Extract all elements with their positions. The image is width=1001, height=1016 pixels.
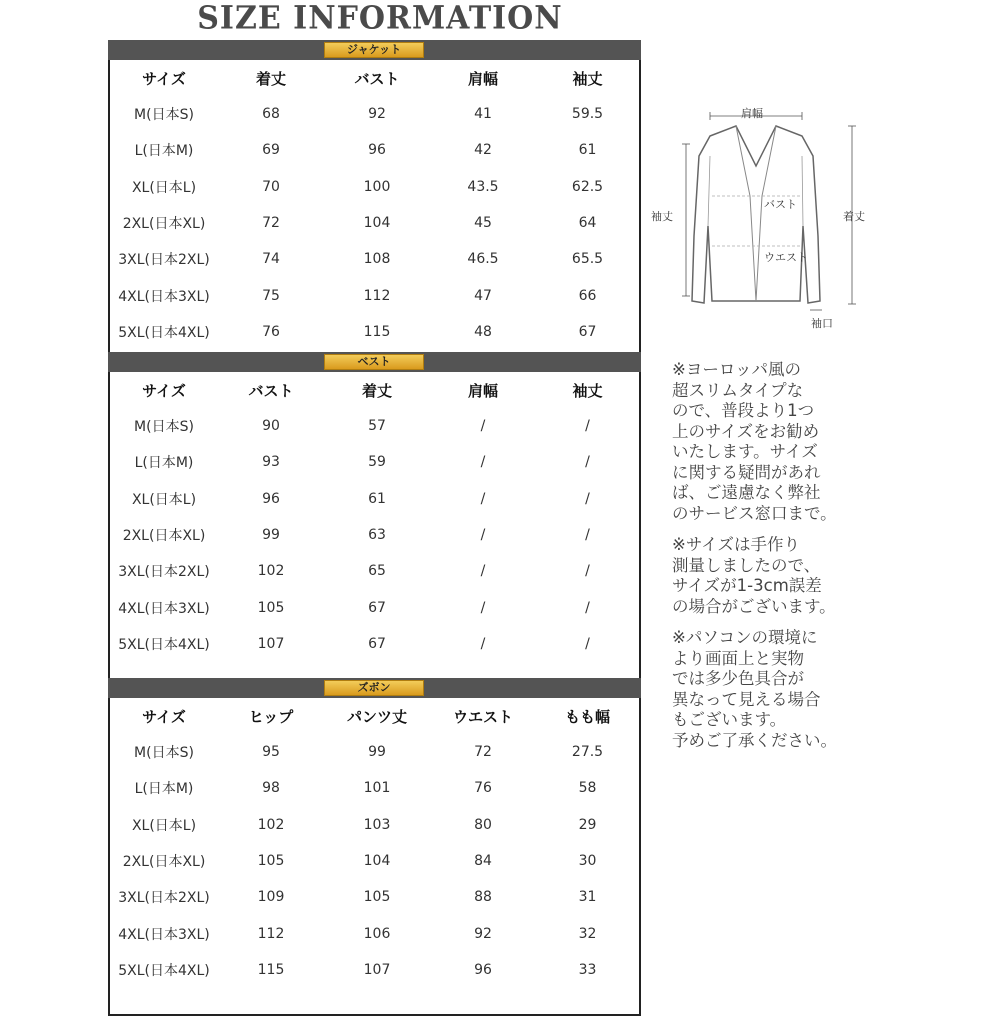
shoulder-label: 肩幅 xyxy=(741,107,763,120)
table-cell: 65.5 xyxy=(571,251,604,268)
table-cell: 47 xyxy=(474,287,492,304)
waist-label: ウエスト xyxy=(764,251,808,264)
jacket-section xyxy=(108,40,641,358)
column-header: ヒップ xyxy=(248,707,294,726)
cuff-label: 袖口 xyxy=(811,317,833,330)
table-cell: 42 xyxy=(474,142,492,159)
table-cell: / xyxy=(480,527,486,544)
column-header: 肩幅 xyxy=(467,69,498,88)
table-cell: 72 xyxy=(262,215,280,232)
pants-tag: ズボン xyxy=(324,680,424,696)
column-header: パンツ丈 xyxy=(346,707,407,726)
table-row xyxy=(110,952,639,988)
table-cell: 107 xyxy=(363,961,391,978)
table-cell: 41 xyxy=(474,106,492,123)
table-cell: / xyxy=(480,635,486,652)
vest-size-table xyxy=(110,372,639,662)
table-cell: 102 xyxy=(257,816,285,833)
vest-table-frame xyxy=(108,372,641,688)
table-cell: 67 xyxy=(368,635,386,652)
table-row xyxy=(110,553,639,589)
table-cell: 107 xyxy=(257,635,285,652)
table-cell: 96 xyxy=(474,961,492,978)
table-header-row xyxy=(110,698,639,734)
table-cell: 72 xyxy=(474,744,492,761)
jacket-table-frame xyxy=(108,60,641,358)
table-cell: 48 xyxy=(474,323,492,340)
table-cell: / xyxy=(480,599,486,616)
table-cell: 99 xyxy=(368,744,386,761)
table-cell: 3XL(日本2XL) xyxy=(118,564,210,581)
table-cell: 104 xyxy=(363,215,391,232)
table-cell: 99 xyxy=(262,527,280,544)
table-cell: M(日本S) xyxy=(134,745,194,762)
table-cell: 88 xyxy=(474,889,492,906)
table-cell: 3XL(日本2XL) xyxy=(118,252,210,269)
table-cell: 61 xyxy=(578,142,597,159)
table-row xyxy=(110,517,639,553)
table-cell: 31 xyxy=(578,889,597,906)
table-cell: / xyxy=(480,563,486,580)
table-cell: 57 xyxy=(368,418,386,435)
notes-block xyxy=(672,360,872,762)
table-cell: M(日本S) xyxy=(134,107,194,124)
table-cell: 95 xyxy=(262,744,280,761)
table-cell: L(日本M) xyxy=(134,455,194,472)
table-cell: 68 xyxy=(262,106,280,123)
table-cell: 112 xyxy=(257,925,285,942)
table-cell: 2XL(日本XL) xyxy=(122,528,206,545)
table-cell: 76 xyxy=(474,780,492,797)
table-cell: 74 xyxy=(262,251,280,268)
table-cell: 80 xyxy=(474,816,492,833)
jacket-measurement-diagram xyxy=(648,96,878,336)
table-cell: / xyxy=(585,527,590,544)
column-header: 袖丈 xyxy=(572,69,603,88)
table-cell: 45 xyxy=(474,215,492,232)
table-cell: 3XL(日本2XL) xyxy=(118,890,210,907)
table-cell: / xyxy=(585,563,590,580)
column-header: 着丈 xyxy=(361,381,392,400)
table-cell: / xyxy=(585,635,590,652)
table-row xyxy=(110,205,639,241)
pants-header-bar xyxy=(108,678,641,698)
table-cell: 105 xyxy=(363,889,391,906)
table-row xyxy=(110,481,639,517)
length-label: 着丈 xyxy=(843,210,865,223)
table-cell: / xyxy=(480,454,486,471)
table-cell: 63 xyxy=(368,527,386,544)
table-cell: 101 xyxy=(363,780,391,797)
jacket-size-table xyxy=(110,60,639,350)
table-cell: 104 xyxy=(363,853,391,870)
vest-tag: ベスト xyxy=(324,354,424,370)
table-header-row xyxy=(110,60,639,96)
table-cell: 5XL(日本4XL) xyxy=(118,962,210,979)
table-cell: 75 xyxy=(262,287,280,304)
table-cell: 69 xyxy=(262,142,280,159)
table-cell: 108 xyxy=(363,251,391,268)
column-header: 着丈 xyxy=(255,69,286,88)
table-cell: 59.5 xyxy=(571,106,604,123)
vest-section xyxy=(108,352,641,688)
pants-size-table xyxy=(110,698,639,988)
table-cell: 4XL(日本3XL) xyxy=(118,926,210,943)
table-cell: / xyxy=(480,490,486,507)
table-row xyxy=(110,314,639,350)
table-cell: 96 xyxy=(262,490,280,507)
table-cell: / xyxy=(585,599,590,616)
table-cell: 109 xyxy=(257,889,285,906)
table-cell: 67 xyxy=(368,599,386,616)
note-measurement-error: ※サイズは手作り 測量しましたので、 サイズが1-3cm誤差 の場合がございます。 xyxy=(672,535,836,616)
table-cell: / xyxy=(480,418,486,435)
column-header: もも幅 xyxy=(564,707,610,726)
table-cell: L(日本M) xyxy=(134,781,194,798)
table-cell: / xyxy=(585,490,590,507)
table-cell: 46.5 xyxy=(467,251,499,268)
note-color-difference: ※パソコンの環境に より画面上と実物 では多少色具合が 異なって見える場合 もございます。 予めご了承ください。 xyxy=(672,628,837,750)
table-row xyxy=(110,770,639,806)
table-cell: 64 xyxy=(578,215,597,232)
jacket-silhouette-icon xyxy=(692,126,820,303)
table-cell: 2XL(日本XL) xyxy=(122,216,206,233)
table-cell: 96 xyxy=(368,142,386,159)
column-header: バスト xyxy=(354,69,400,88)
table-row xyxy=(110,444,639,480)
table-row xyxy=(110,241,639,277)
table-row xyxy=(110,96,639,132)
table-cell: M(日本S) xyxy=(134,419,194,436)
column-header: バスト xyxy=(248,381,294,400)
table-cell: 5XL(日本4XL) xyxy=(118,324,210,341)
table-cell: / xyxy=(585,418,590,435)
table-cell: 105 xyxy=(257,599,285,616)
jacket-header-bar xyxy=(108,40,641,60)
table-cell: XL(日本L) xyxy=(131,817,197,834)
column-header: ウエスト xyxy=(452,707,513,726)
table-cell: 29 xyxy=(578,816,597,833)
table-cell: 61 xyxy=(368,490,386,507)
table-row xyxy=(110,915,639,951)
table-cell: 66 xyxy=(578,287,597,304)
jacket-tag: ジャケット xyxy=(324,42,424,58)
table-cell: XL(日本L) xyxy=(131,491,197,508)
table-cell: 70 xyxy=(262,178,280,195)
table-cell: 102 xyxy=(257,563,285,580)
table-row xyxy=(110,589,639,625)
pants-section xyxy=(108,678,641,1016)
table-cell: 59 xyxy=(368,454,386,471)
table-row xyxy=(110,408,639,444)
table-cell: 103 xyxy=(363,816,391,833)
note-slim-fit: ※ヨーロッパ風の 超スリムタイプな ので、普段より1つ 上のサイズをお勧め いたします。サイズ に関する疑問があれ ば、ご遠慮なく弊社 のサービス窓口まで。 xyxy=(672,360,837,523)
table-row xyxy=(110,807,639,843)
table-row xyxy=(110,626,639,662)
table-cell: XL(日本L) xyxy=(131,179,197,196)
table-header-row xyxy=(110,372,639,408)
table-cell: 92 xyxy=(368,106,386,123)
table-cell: 76 xyxy=(262,323,280,340)
table-cell: 115 xyxy=(257,961,285,978)
column-header: 肩幅 xyxy=(467,381,498,400)
table-cell: 62.5 xyxy=(571,178,604,195)
table-cell: 32 xyxy=(578,925,597,942)
table-cell: 5XL(日本4XL) xyxy=(118,636,210,653)
column-header: サイズ xyxy=(142,381,186,400)
table-row xyxy=(110,879,639,915)
table-cell: 84 xyxy=(474,853,492,870)
table-cell: 67 xyxy=(578,323,597,340)
jacket-outline-figure xyxy=(648,96,878,336)
column-header: 袖丈 xyxy=(572,381,603,400)
vest-header-bar xyxy=(108,352,641,372)
table-cell: 112 xyxy=(363,287,391,304)
table-cell: 115 xyxy=(363,323,391,340)
table-cell: 65 xyxy=(368,563,386,580)
bust-label: バスト xyxy=(764,198,797,211)
table-row xyxy=(110,734,639,770)
page-title: SIZE INFORMATION xyxy=(197,0,563,37)
sleeve-label: 袖丈 xyxy=(651,210,673,223)
table-cell: 4XL(日本3XL) xyxy=(118,288,210,305)
table-cell: / xyxy=(585,454,590,471)
table-cell: 93 xyxy=(262,454,280,471)
table-cell: 33 xyxy=(578,961,597,978)
table-cell: 58 xyxy=(578,780,597,797)
table-cell: 43.5 xyxy=(467,178,499,195)
table-row xyxy=(110,843,639,879)
column-header: サイズ xyxy=(142,707,186,726)
table-row xyxy=(110,277,639,313)
column-header: サイズ xyxy=(142,69,186,88)
table-cell: 106 xyxy=(363,925,391,942)
table-cell: 92 xyxy=(474,925,492,942)
table-cell: 90 xyxy=(262,418,280,435)
table-cell: 4XL(日本3XL) xyxy=(118,600,210,617)
table-cell: 30 xyxy=(578,853,597,870)
pants-table-frame xyxy=(108,698,641,1016)
table-row xyxy=(110,169,639,205)
table-cell: 98 xyxy=(262,780,280,797)
table-row xyxy=(110,132,639,168)
table-cell: 2XL(日本XL) xyxy=(122,854,206,871)
table-cell: 100 xyxy=(363,178,391,195)
table-cell: L(日本M) xyxy=(134,143,194,160)
table-cell: 27.5 xyxy=(571,744,604,761)
table-cell: 105 xyxy=(257,853,285,870)
